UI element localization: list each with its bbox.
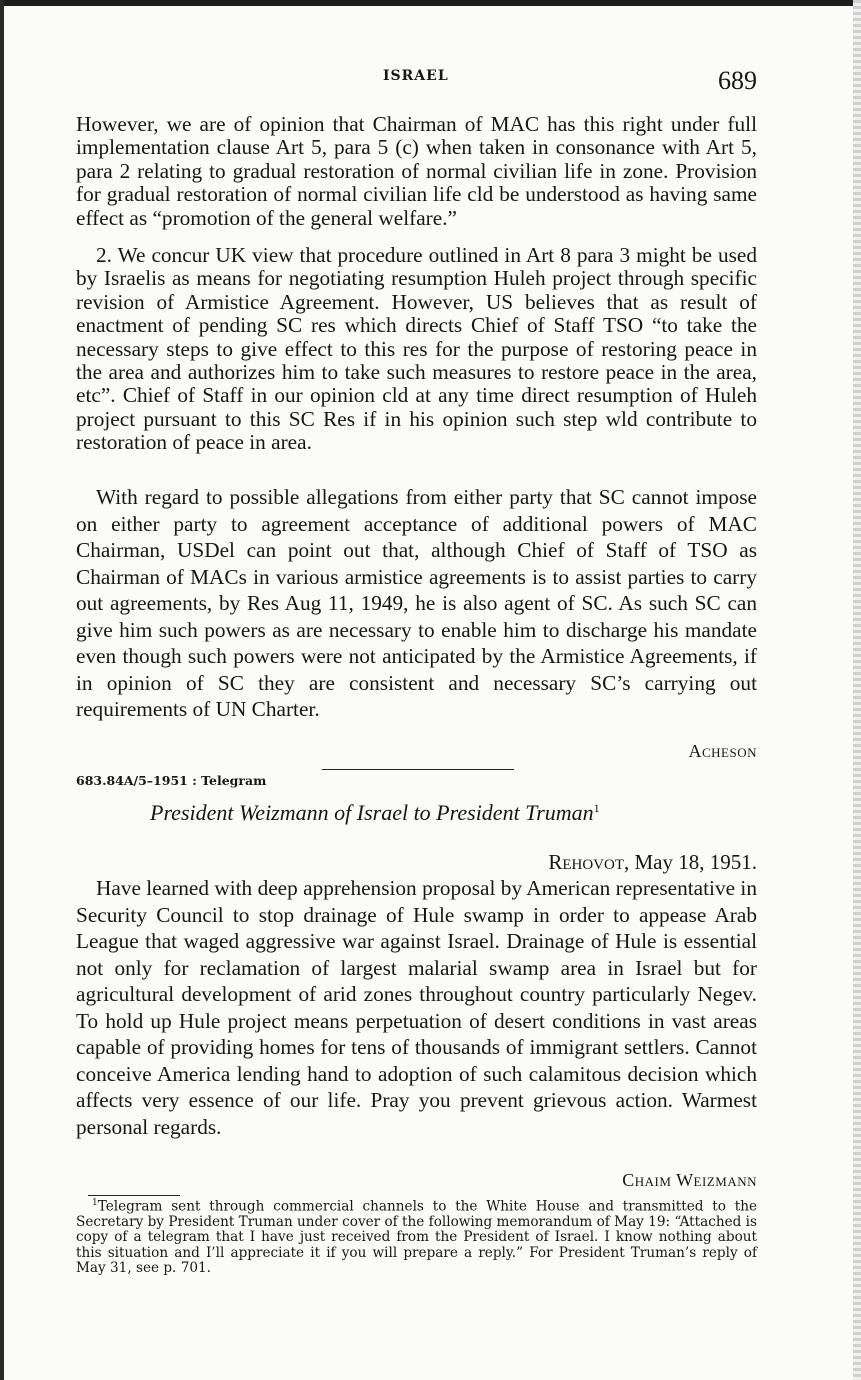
page-number: 689	[718, 66, 757, 95]
footnote-marker: 1	[92, 1198, 98, 1208]
document-title	[150, 800, 600, 826]
paragraph-1: However, we are of opinion that Chairman of MAC has this right under full implementation clause Art 5, para 5 (c) when taken in consonance with Art 5, para 2 relating to gradual restoration of normal civilian life in zone. Provision for gradual restoration of normal civilian life cld be understood as having same effect as “promotion of the general welfare.”	[76, 112, 757, 230]
footnote-text: Telegram sent through commercial channels to the White House and transmitted to the Secretary by President Truman under cover of the following memorandum of May 19: “Attached is copy of a telegram that I have just received from the President of Israel. I know nothing about this situation and I’ll appreciate it if you will prepare a reply.” For President Truman’s reply of May 31, see p. 701.	[76, 1198, 757, 1277]
running-head: ISRAEL	[383, 68, 449, 84]
dateline-place: Rehovot,	[548, 850, 630, 874]
telegram-body: Have learned with deep apprehension proposal by American representative in Security Council to stop drainage of Hule swamp in order to appease Arab League that waged aggressive war against Israel. Drainage of Hule is essential not only for reclamation of largest malarial swamp area in Israel but for agricultural development of arid zones throughout country particularly Negev. To hold up Hule project means perpetuation of desert conditions in vast areas capable of providing homes for tens of thousands of immigrant settlers. Cannot conceive America lending hand to adoption of such calamitous decision which affects very essence of our life. Pray you prevent grievous action. Warmest personal regards.	[76, 876, 757, 1139]
file-reference: 683.84A/5–1951 : Telegram	[76, 773, 267, 788]
top-border	[0, 0, 861, 6]
page-edge	[853, 0, 861, 1380]
footnote-ref: 1	[593, 801, 600, 815]
left-border	[0, 0, 4, 1380]
footnote	[76, 1196, 757, 1277]
signature-weizmann: Chaim Weizmann	[622, 1170, 757, 1190]
paragraph-3: With regard to possible allegations from either party that SC cannot impose on either party to agreement acceptance of additional powers of MAC Chairman, USDel can point out that, although Chief of Staff of TSO as Chairman of MACs in various armistice agreements is to assist parties to carry out agreements, by Res Aug 11, 1949, he is also agent of SC. As such SC can give him such powers as are necessary to enable him to discharge his mandate even though such powers were not anticipated by the Armistice Agreements, if in opinion of SC they are consistent and necessary SC’s carrying out requirements of UN Charter.	[76, 485, 757, 721]
document-title-text: President Weizmann of Israel to President Truman	[150, 800, 594, 825]
paragraph-2: 2. We concur UK view that procedure outlined in Art 8 para 3 might be used by Israelis as means for negotiating resumption Huleh project through specific revision of Armistice Agreement. However, US believes that as result of enactment of pending SC res which directs Chief of Staff TSO “to take the necessary steps to give effect to this res for the purpose of restoring peace in the area and authorizes him to take such measures to restore peace in the area, etc”. Chief of Staff in our opinion cld at any time direct resumption of Huleh project pursuant to this SC Res if in his opinion such step wld contribute to restoration of peace in area.	[76, 243, 757, 455]
dateline	[548, 850, 757, 875]
section-divider	[322, 769, 514, 770]
dateline-date: May 18, 1951.	[634, 850, 757, 874]
signature-acheson: Acheson	[688, 741, 757, 761]
